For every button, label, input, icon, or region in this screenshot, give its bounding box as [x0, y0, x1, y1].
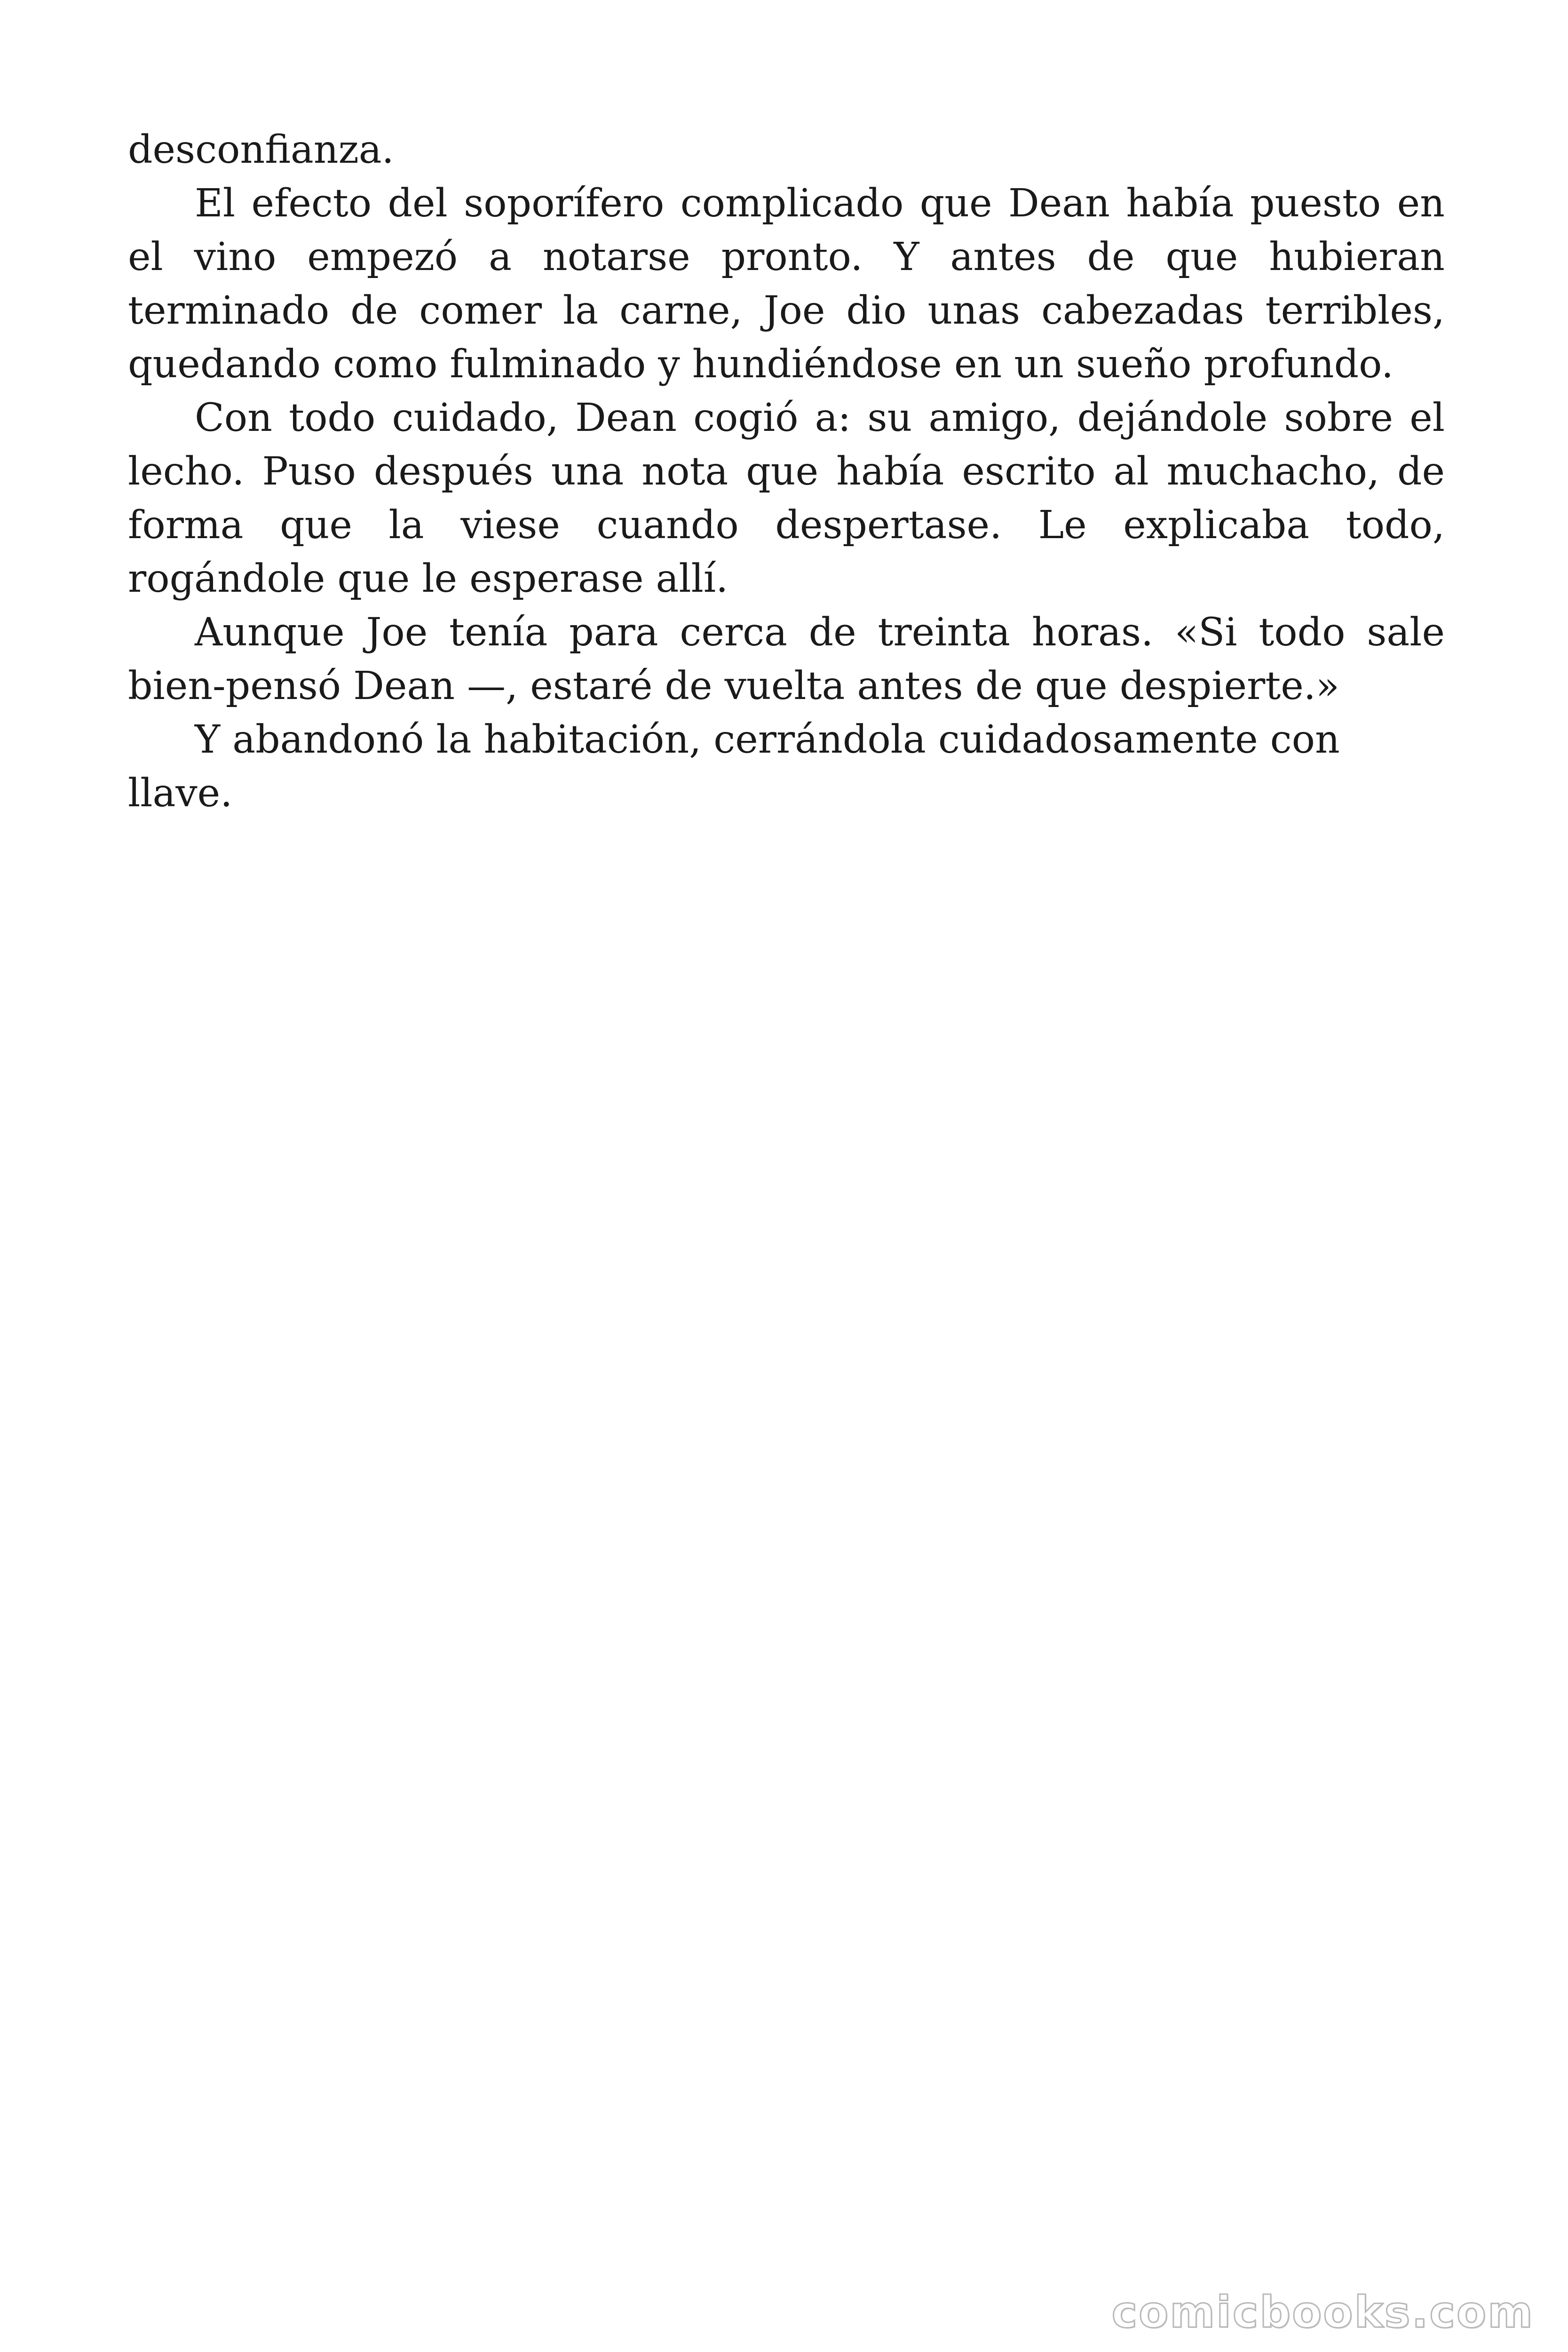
paragraph-continuation: desconfianza. [128, 127, 394, 172]
paragraph: Con todo cuidado, Dean cogió a: su amigo, dejándole sobre el lecho. Puso después una nota que había escrito al muchacho, de forma que la viese cuando despertase. Le explicaba todo, rogándole que le esperase allí. [128, 396, 1445, 601]
paragraph: El efecto del soporífero complicado que Dean había puesto en el vino empezó a notarse pronto. Y antes de que hubieran terminado de comer la carne, Joe dio unas cabezadas terribles, quedando como fulminado y hundiéndose en un sueño profundo. [128, 181, 1445, 387]
paragraph: Y abandonó la habitación, cerrándola cuidadosamente con llave. [128, 717, 1340, 816]
site-watermark: comicbooks.com [1111, 2287, 1534, 2337]
body-text [128, 123, 1445, 820]
paragraph: Aunque Joe tenía para cerca de treinta horas. «Si todo sale bien-pensó Dean —, estaré de vuelta antes de que despierte.» [128, 610, 1445, 708]
